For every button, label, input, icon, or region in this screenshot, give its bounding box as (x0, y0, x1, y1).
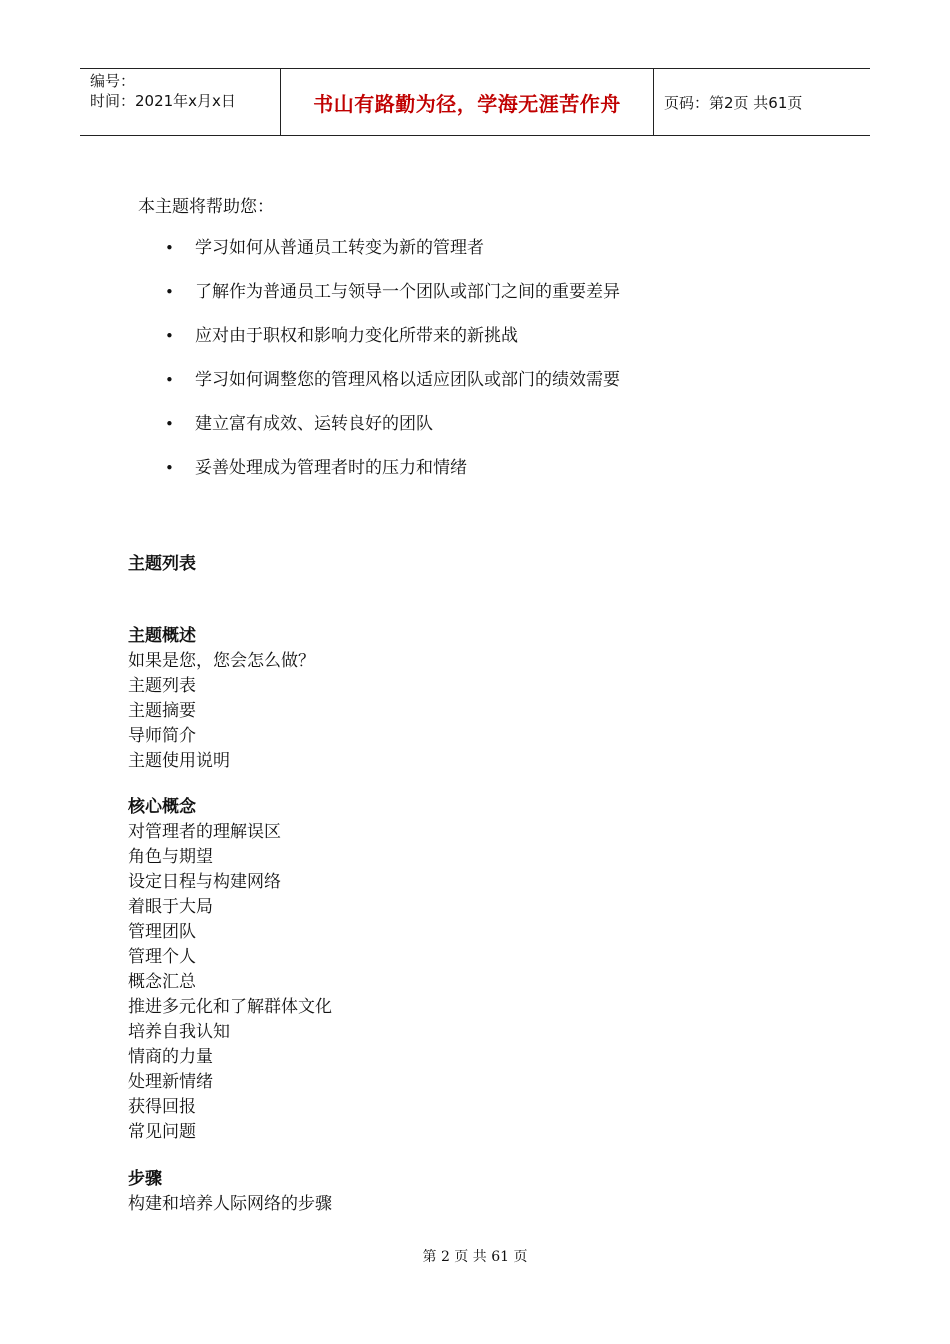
toc-item: 获得回报 (128, 1097, 196, 1117)
list-item-text: 学习如何从普通员工转变为新的管理者 (195, 238, 484, 258)
bullet-icon: • (165, 459, 174, 477)
toc-item: 情商的力量 (128, 1047, 213, 1067)
header-motto: 书山有路勤为径，学海无涯苦作舟 (281, 69, 654, 135)
list-item (165, 368, 620, 412)
page-footer: 第 2 页 共 61 页 (422, 1249, 528, 1265)
toc-item: 常见问题 (128, 1122, 196, 1142)
list-item (165, 280, 620, 324)
bullet-icon: • (165, 327, 174, 345)
list-item (165, 456, 620, 500)
goal-list (165, 236, 620, 500)
toc-item: 导师简介 (128, 726, 196, 746)
overview-section (128, 624, 315, 774)
toc-item: 主题列表 (128, 676, 196, 696)
bullet-icon: • (165, 371, 174, 389)
toc-item: 推进多元化和了解群体文化 (128, 997, 332, 1017)
doc-number-label: 编号： (90, 72, 136, 90)
toc-item: 构建和培养人际网络的步骤 (128, 1194, 332, 1214)
list-item-text: 了解作为普通员工与领导一个团队或部门之间的重要差异 (195, 282, 620, 302)
list-item-text: 学习如何调整您的管理风格以适应团队或部门的绩效需要 (195, 370, 620, 390)
toc-item: 管理个人 (128, 947, 196, 967)
list-item-text: 应对由于职权和影响力变化所带来的新挑战 (195, 326, 518, 346)
toc-item: 处理新情绪 (128, 1072, 213, 1092)
section-title: 主题概述 (128, 626, 196, 646)
page-header (80, 68, 870, 136)
toc-item: 角色与期望 (128, 847, 213, 867)
section-title: 步骤 (128, 1169, 162, 1189)
core-concepts-section (128, 795, 332, 1145)
toc-item: 主题使用说明 (128, 751, 230, 771)
list-item (165, 324, 620, 368)
steps-section (128, 1167, 332, 1217)
toc-item: 如果是您，您会怎么做？ (128, 651, 315, 671)
list-item (165, 236, 620, 280)
list-item-text: 妥善处理成为管理者时的压力和情绪 (195, 458, 467, 478)
bullet-icon: • (165, 283, 174, 301)
section-title: 核心概念 (128, 797, 196, 817)
toc-item: 培养自我认知 (128, 1022, 230, 1042)
doc-time-label: 时间：2021年x月x日 (90, 92, 236, 110)
bullet-icon: • (165, 239, 174, 257)
toc-item: 概念汇总 (128, 972, 196, 992)
toc-item: 主题摘要 (128, 701, 196, 721)
topic-list-heading (128, 552, 196, 577)
header-meta (80, 69, 281, 135)
toc-item: 对管理者的理解误区 (128, 822, 281, 842)
section-title: 主题列表 (128, 554, 196, 574)
bullet-icon: • (165, 415, 174, 433)
toc-item: 设定日程与构建网络 (128, 872, 281, 892)
list-item (165, 412, 620, 456)
intro-text: 本主题将帮助您： (138, 197, 274, 217)
header-page-info: 页码：第2页 共61页 (664, 93, 803, 112)
list-item-text: 建立富有成效、运转良好的团队 (195, 414, 433, 434)
toc-item: 管理团队 (128, 922, 196, 942)
toc-item: 着眼于大局 (128, 897, 213, 917)
